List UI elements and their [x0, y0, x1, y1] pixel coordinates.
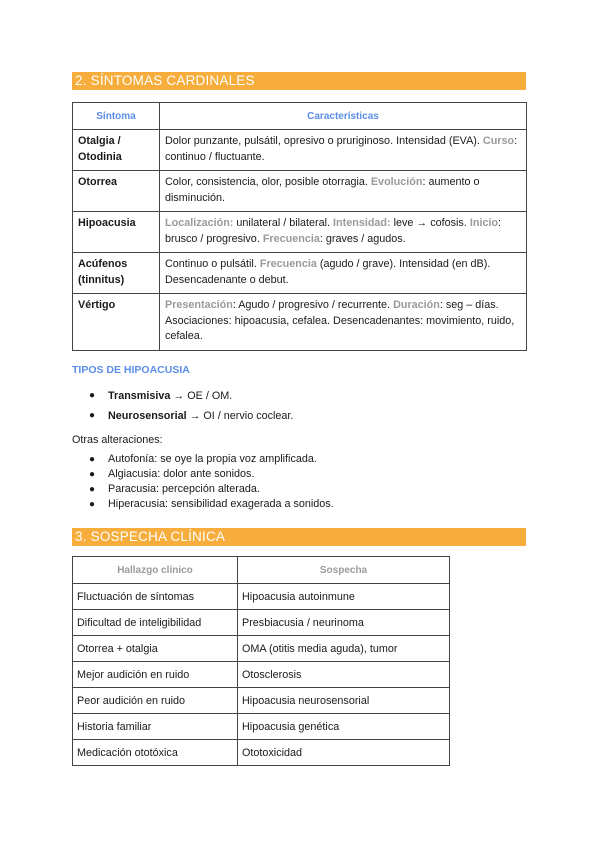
table-row: [73, 740, 450, 766]
characteristic-text: Dolor punzante, pulsátil, opresivo o pruriginoso. Intensidad (EVA).: [165, 135, 483, 147]
sospecha-cell: Hipoacusia genética: [238, 714, 450, 740]
sospecha-cell: Ototoxicidad: [238, 740, 450, 766]
otras-alteraciones-list: [72, 452, 334, 512]
symptom-characteristics: [160, 253, 527, 294]
type-description: → OI / nervio coclear.: [186, 410, 294, 422]
item-text: Paracusia: percepción alterada.: [108, 483, 260, 495]
characteristic-keyword: Frecuencia: [262, 232, 320, 245]
hallazgo-cell: Mejor audición en ruido: [73, 662, 238, 688]
type-name: Transmisiva: [108, 390, 171, 402]
symptom-name: Hipoacusia: [73, 212, 160, 253]
table-row: [73, 212, 527, 253]
bullet-icon: ●: [89, 410, 96, 421]
symptom-name: Acúfenos (tinnitus): [73, 253, 160, 294]
type-description: → OE / OM.: [170, 390, 233, 402]
symptom-name: Otalgia / Otodinia: [73, 130, 160, 171]
bullet-icon: ●: [89, 469, 96, 480]
header-sospecha: Sospecha: [238, 557, 450, 584]
table-row: [73, 584, 450, 610]
characteristic-text: : seg – días. Asociaciones: hipoacusia, cefalea. Desencadenantes: movimiento, ruido, cefalea.: [165, 299, 515, 342]
item-text: Hiperacusia: sensibilidad exagerada a sonidos.: [108, 498, 334, 510]
hallazgo-cell: Historia familiar: [73, 714, 238, 740]
list-item: [72, 467, 334, 482]
table-row: [73, 662, 450, 688]
table-row: [73, 636, 450, 662]
suspicion-table: [72, 556, 450, 766]
symptom-characteristics: [160, 130, 527, 171]
list-item: [72, 452, 334, 467]
header-hallazgo: Hallazgo clínico: [73, 557, 238, 584]
sospecha-cell: Otosclerosis: [238, 662, 450, 688]
characteristic-text: leve → cofosis.: [390, 217, 470, 229]
characteristic-text: : graves / agudos.: [319, 232, 406, 245]
section-2-heading: 2. SÍNTOMAS CARDINALES: [72, 72, 526, 90]
sospecha-cell: Hipoacusia neurosensorial: [238, 688, 450, 714]
bullet-icon: ●: [89, 454, 96, 465]
bullet-icon: ●: [89, 484, 96, 495]
table-row: [73, 130, 527, 171]
list-item: [72, 406, 293, 426]
list-item: [72, 386, 293, 406]
table-row: [73, 294, 527, 351]
characteristic-keyword: Frecuencia: [259, 258, 317, 270]
characteristic-text: : aumento o disminución.: [165, 176, 480, 204]
type-name: Neurosensorial: [108, 410, 187, 422]
header-sintoma: Síntoma: [73, 103, 160, 130]
table-row: [73, 253, 527, 294]
hallazgo-cell: Dificultad de inteligibilidad: [73, 610, 238, 636]
otras-alteraciones-label: Otras alteraciones:: [72, 434, 163, 446]
sospecha-cell: Hipoacusia autoinmune: [238, 584, 450, 610]
tipos-hipoacusia-title: TIPOS DE HIPOACUSIA: [72, 364, 190, 376]
symptom-name: Otorrea: [73, 171, 160, 212]
characteristic-keyword: Evolución: [370, 176, 423, 188]
characteristic-keyword: Intensidad:: [333, 217, 391, 229]
symptom-characteristics: [160, 171, 527, 212]
sospecha-cell: OMA (otitis media aguda), tumor: [238, 636, 450, 662]
symptom-characteristics: [160, 212, 527, 253]
table-row: [73, 714, 450, 740]
section-3-heading: 3. SOSPECHA CLÍNICA: [72, 528, 526, 546]
header-caracteristicas: Características: [160, 103, 527, 130]
sospecha-cell: Presbiacusia / neurinoma: [238, 610, 450, 636]
list-item: [72, 482, 334, 497]
item-text: Algiacusia: dolor ante sonidos.: [108, 468, 255, 480]
bullet-icon: ●: [89, 390, 96, 401]
hallazgo-cell: Medicación ototóxica: [73, 740, 238, 766]
table-row: [73, 688, 450, 714]
characteristic-text: (agudo / grave). Intensidad (en dB). Desencadenante o debut.: [165, 258, 491, 286]
characteristic-text: unilateral / bilateral.: [233, 217, 334, 229]
symptom-name: Vértigo: [73, 294, 160, 351]
hallazgo-cell: Fluctuación de síntomas: [73, 584, 238, 610]
characteristic-text: : Agudo / progresivo / recurrente.: [232, 299, 394, 311]
characteristic-text: : brusco / progresivo.: [165, 217, 502, 245]
symptom-characteristics: [160, 294, 527, 351]
characteristic-keyword: Duración: [393, 299, 440, 311]
characteristic-text: Continuo o pulsátil.: [165, 258, 260, 270]
hallazgo-cell: Peor audición en ruido: [73, 688, 238, 714]
characteristic-keyword: Presentación: [165, 299, 233, 311]
symptoms-table: [72, 102, 527, 351]
table-header-row: [73, 103, 527, 130]
table-row: [73, 171, 527, 212]
characteristic-text: Color, consistencia, olor, posible otorragia.: [165, 176, 371, 188]
hipoacusia-types-list: [72, 386, 293, 426]
characteristic-keyword: Localización:: [165, 217, 234, 229]
table-header-row: [73, 557, 450, 584]
characteristic-text: : continuo / fluctuante.: [165, 135, 518, 163]
item-text: Autofonía: se oye la propia voz amplificada.: [108, 453, 317, 465]
characteristic-keyword: Inicio: [469, 217, 499, 229]
hallazgo-cell: Otorrea + otalgia: [73, 636, 238, 662]
characteristic-keyword: Curso: [482, 135, 515, 147]
table-row: [73, 610, 450, 636]
bullet-icon: ●: [89, 499, 96, 510]
list-item: [72, 497, 334, 512]
